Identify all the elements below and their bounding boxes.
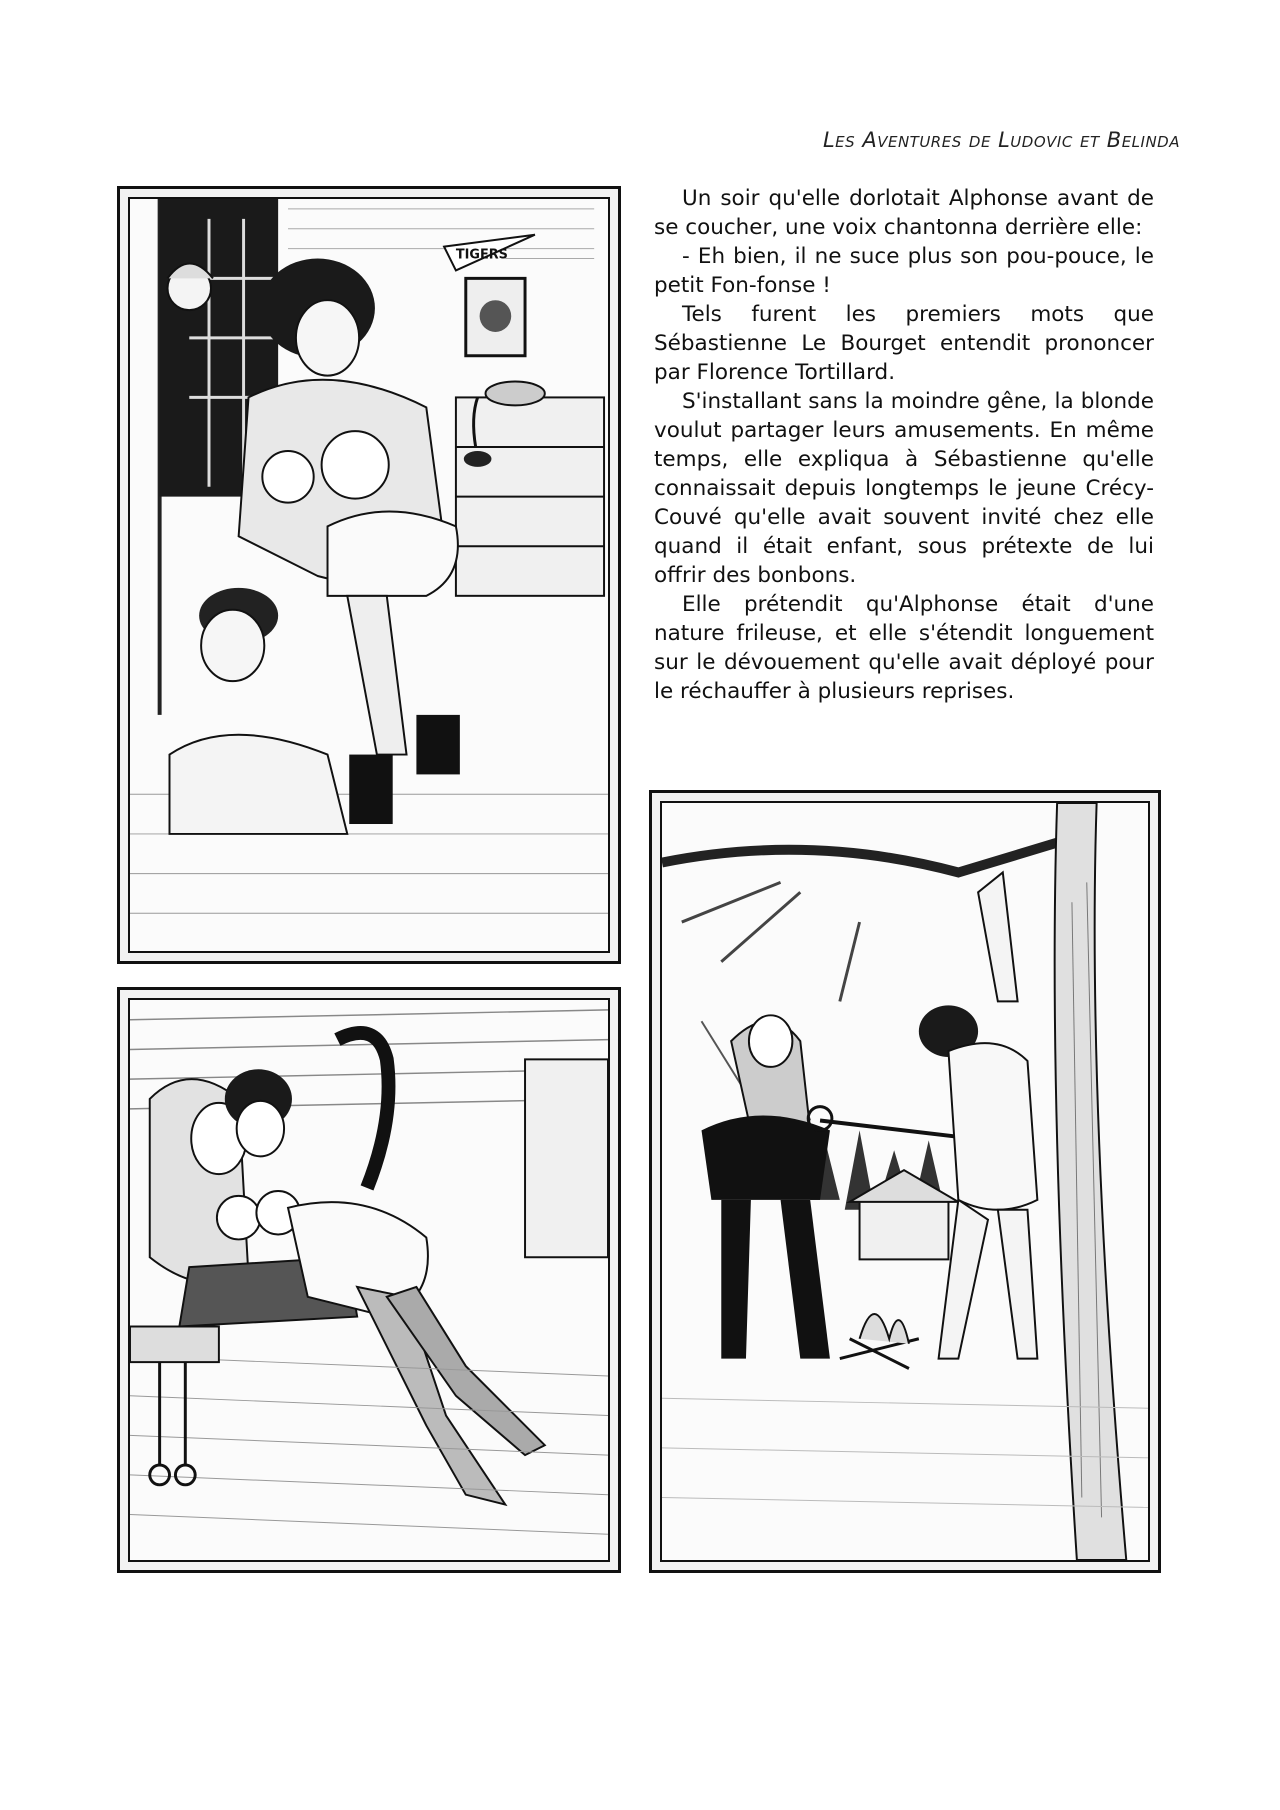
panel-illustration: [128, 197, 610, 953]
paragraph-1: Un soir qu'elle dorlotait Alphonse avant de se coucher, une voix chantonna derrière elle:: [654, 186, 1154, 240]
paragraph-2: - Eh bien, il ne suce plus son pou-pouce, le petit Fon-fonse !: [654, 244, 1154, 298]
pennant-text: TIGERS: [455, 247, 508, 263]
running-header: Les Aventures de Ludovic et Belinda: [822, 128, 1180, 152]
paragraph-3: Tels furent les premiers mots que Sébastienne Le Bourget entendit prononcer par Florence Tortillard.: [654, 302, 1154, 385]
winter-illustration: [662, 803, 1148, 1560]
bedroom-illustration: [130, 199, 608, 951]
comic-panel-winter: [649, 790, 1161, 1573]
paragraph-4: S'installant sans la moindre gêne, la blonde voulut partager leurs amusements. En même temps, elle expliqua à Sébastienne qu'elle connaissait depuis longtemps le jeune Crécy-Couvé qu'elle avait souvent invité chez elle quand il était enfant, sous prétexte de lui offrir des bonbons.: [654, 389, 1154, 588]
panel-illustration: [128, 998, 610, 1562]
barn-illustration: [130, 1000, 608, 1560]
comic-panel-barn: [117, 987, 621, 1573]
story-text: [654, 184, 1154, 706]
comic-panel-bedroom: [117, 186, 621, 964]
paragraph-5: Elle prétendit qu'Alphonse était d'une nature frileuse, et elle s'étendit longuement sur le dévouement qu'elle avait déployé pour le réchauffer à plusieurs reprises.: [654, 592, 1154, 704]
panel-illustration: [660, 801, 1150, 1562]
